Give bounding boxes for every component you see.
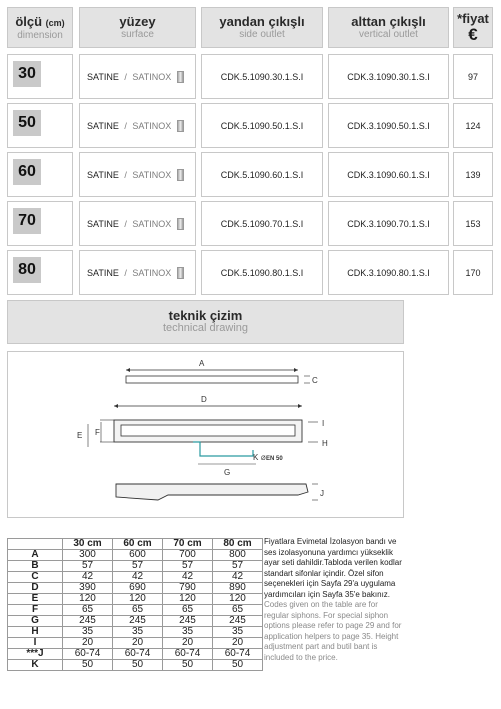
dimension-value: 42 (163, 572, 213, 583)
side-outlet-cell (201, 250, 323, 295)
surface-satinox: SATINOX (132, 71, 172, 82)
dimension-value: 35 (63, 627, 113, 638)
surface-label-en: surface (121, 29, 154, 40)
header-vertical-outlet (328, 7, 449, 48)
label-e: E (77, 431, 83, 440)
dimension-row (8, 649, 263, 660)
dimension-value: 50 (63, 660, 113, 671)
surface-text (80, 121, 171, 131)
dimension-value: 390 (63, 583, 113, 594)
dimension-table-header (8, 539, 263, 550)
header-60: 60 cm (113, 539, 163, 550)
surface-satine: SATINE (87, 71, 119, 82)
header-80: 80 cm (213, 539, 263, 550)
label-a: A (199, 359, 205, 368)
surface-separator: / (124, 169, 127, 180)
surface-satine: SATINE (87, 267, 119, 278)
side-outlet-label-en: side outlet (239, 29, 285, 40)
finish-swatch-icon (177, 71, 184, 83)
dimension-value: 245 (113, 616, 163, 627)
label-g: G (224, 468, 231, 477)
vertical-outlet-cell (328, 250, 449, 295)
surface-cell (79, 201, 196, 246)
grate-top (126, 376, 298, 383)
side-outlet-code: CDK.5.1090.60.1.S.I (220, 169, 304, 180)
label-j: J (320, 489, 324, 498)
dimension-value: 57 (163, 561, 213, 572)
dimension-row (8, 638, 263, 649)
finish-swatch-icon (177, 267, 184, 279)
header-30: 30 cm (63, 539, 113, 550)
price-cell (453, 103, 493, 148)
vertical-outlet-cell (328, 54, 449, 99)
dimension-value: 120 (113, 594, 163, 605)
surface-text (80, 72, 171, 82)
surface-separator: / (124, 71, 127, 82)
finish-swatch-icon (177, 169, 184, 181)
surface-text (80, 268, 171, 278)
header-70: 70 cm (163, 539, 213, 550)
side-outlet-cell (201, 103, 323, 148)
dimension-row (8, 594, 263, 605)
label-k-en: EN 50 (266, 456, 283, 462)
vertical-outlet-code: CDK.3.1090.50.1.S.I (347, 120, 430, 131)
dimension-value: 57 (213, 561, 263, 572)
surface-separator: / (124, 267, 127, 278)
dimension-value: 57 (113, 561, 163, 572)
surface-separator: / (124, 218, 127, 229)
header-side-outlet (201, 7, 323, 48)
header-price (453, 7, 493, 48)
dimension-value: 800 (213, 550, 263, 561)
dimension-row (8, 627, 263, 638)
label-h: H (322, 439, 328, 448)
dimension-value: 120 (163, 594, 213, 605)
dimension-value: 65 (113, 605, 163, 616)
dimension-value: 20 (213, 638, 263, 649)
dimension-label: B (8, 561, 63, 572)
vertical-outlet-code: CDK.3.1090.60.1.S.I (347, 169, 430, 180)
dimension-label: C (8, 572, 63, 583)
size-cell (7, 54, 73, 99)
vertical-outlet-cell (328, 201, 449, 246)
channel-profile (116, 484, 308, 500)
price-cell (453, 54, 493, 99)
surface-satinox: SATINOX (132, 169, 172, 180)
finish-swatch-icon (177, 218, 184, 230)
dimension-value: 890 (213, 583, 263, 594)
size-value: 30 (13, 61, 41, 87)
technical-drawing-title: teknik çizim (168, 308, 243, 323)
price-cell (453, 250, 493, 295)
dimension-unit: (cm) (45, 18, 65, 28)
label-i: I (322, 419, 325, 428)
dimension-value: 50 (113, 660, 163, 671)
dimension-value: 50 (213, 660, 263, 671)
dimension-value: 245 (63, 616, 113, 627)
vertical-outlet-cell (328, 103, 449, 148)
surface-text (80, 170, 171, 180)
label-c: C (312, 376, 318, 385)
dimension-row (8, 572, 263, 583)
dimension-label: ölçü (15, 14, 43, 29)
surface-satine: SATINE (87, 120, 119, 131)
dimension-row (8, 561, 263, 572)
dimension-value: 20 (163, 638, 213, 649)
dimension-value: 790 (163, 583, 213, 594)
dimension-value: 35 (113, 627, 163, 638)
dimension-value: 42 (113, 572, 163, 583)
side-outlet-cell (201, 201, 323, 246)
size-cell (7, 103, 73, 148)
dimension-value: 60-74 (63, 649, 113, 660)
header-dimension (7, 7, 73, 48)
label-k-diam: Ø (261, 456, 266, 462)
label-k: K (253, 453, 259, 462)
dimension-value: 42 (213, 572, 263, 583)
surface-satinox: SATINOX (132, 267, 172, 278)
vertical-outlet-label-en: vertical outlet (359, 29, 418, 40)
side-outlet-label: yandan çıkışlı (219, 14, 305, 29)
dimension-value: 120 (213, 594, 263, 605)
dimension-value: 600 (113, 550, 163, 561)
surface-cell (79, 103, 196, 148)
dimension-row (8, 605, 263, 616)
price-value: 97 (467, 71, 478, 82)
dimension-label: A (8, 550, 63, 561)
size-value: 50 (13, 110, 41, 136)
label-f: F (95, 428, 100, 437)
dimension-label-en: dimension (17, 30, 63, 41)
dimension-row (8, 583, 263, 594)
dimension-label: F (8, 605, 63, 616)
vertical-outlet-code: CDK.3.1090.70.1.S.I (347, 218, 430, 229)
price-value: 124 (465, 120, 481, 131)
dimension-value: 65 (163, 605, 213, 616)
price-value: 170 (465, 267, 481, 278)
surface-cell (79, 250, 196, 295)
surface-label: yüzey (119, 14, 156, 29)
technical-drawing-title-en: technical drawing (163, 322, 248, 334)
vertical-outlet-code: CDK.3.1090.80.1.S.I (347, 267, 430, 278)
dimension-value: 35 (163, 627, 213, 638)
size-value: 60 (13, 159, 41, 185)
price-value: 139 (465, 169, 481, 180)
price-label: *fiyat (457, 11, 489, 26)
size-cell (7, 201, 73, 246)
price-cell (453, 152, 493, 197)
side-outlet-code: CDK.5.1090.30.1.S.I (220, 71, 304, 82)
header-surface (79, 7, 196, 48)
dimension-label: E (8, 594, 63, 605)
side-outlet-code: CDK.5.1090.70.1.S.I (220, 218, 304, 229)
note-tr: Fiyatlara Evimetal İzolasyon bandı ve ses izolasyonuna yardımcı yükseklik ayar seti dahildir.Tabloda verilen kodlar standart sifonlar içindir. Özel sifon seçenekleri için Sayfa 29'a uygulama yardımcıları için Sayfa 35'e bakınız. (264, 537, 402, 599)
dimension-value: 300 (63, 550, 113, 561)
size-cell (7, 152, 73, 197)
dimension-value: 20 (113, 638, 163, 649)
size-value: 80 (13, 257, 41, 283)
dimension-value: 690 (113, 583, 163, 594)
technical-drawing (8, 352, 403, 517)
surface-cell (79, 152, 196, 197)
dimension-value: 20 (63, 638, 113, 649)
dimension-value: 120 (63, 594, 113, 605)
surface-separator: / (124, 120, 127, 131)
label-d: D (201, 395, 207, 404)
surface-cell (79, 54, 196, 99)
dimension-label: G (8, 616, 63, 627)
dimension-label: I (8, 638, 63, 649)
dimension-label: D (8, 583, 63, 594)
size-value: 70 (13, 208, 41, 234)
surface-satine: SATINE (87, 218, 119, 229)
dimension-label: H (8, 627, 63, 638)
finish-swatch-icon (177, 120, 184, 132)
surface-satinox: SATINOX (132, 218, 172, 229)
technical-drawing-frame (7, 351, 404, 518)
dimension-value: 57 (63, 561, 113, 572)
surface-satine: SATINE (87, 169, 119, 180)
dimension-value: 245 (213, 616, 263, 627)
euro-symbol: € (468, 25, 478, 44)
dimension-value: 42 (63, 572, 113, 583)
side-outlet-code: CDK.5.1090.50.1.S.I (220, 120, 304, 131)
note-en: Codes given on the table are for regular siphons. For special siphon options please refer to page 29 and for application helpers to page 35. Height adjustment part and butil bant is included to the price. (264, 600, 402, 662)
dimension-label: ***J (8, 649, 63, 660)
surface-text (80, 219, 171, 229)
dimension-value: 65 (213, 605, 263, 616)
vertical-outlet-code: CDK.3.1090.30.1.S.I (347, 71, 430, 82)
dimension-value: 700 (163, 550, 213, 561)
dimension-label: K (8, 660, 63, 671)
vertical-outlet-cell (328, 152, 449, 197)
technical-drawing-header (7, 300, 404, 344)
dimension-value: 35 (213, 627, 263, 638)
dimension-row (8, 550, 263, 561)
dimension-table (7, 538, 263, 671)
price-value: 153 (465, 218, 481, 229)
side-outlet-code: CDK.5.1090.80.1.S.I (220, 267, 304, 278)
dimension-value: 60-74 (113, 649, 163, 660)
dimension-row (8, 616, 263, 627)
outlet-pipe (193, 442, 253, 456)
price-cell (453, 201, 493, 246)
surface-satinox: SATINOX (132, 120, 172, 131)
side-outlet-cell (201, 152, 323, 197)
dimension-value: 60-74 (213, 649, 263, 660)
dimension-value: 60-74 (163, 649, 213, 660)
side-outlet-cell (201, 54, 323, 99)
notes (264, 537, 404, 663)
table-corner (8, 539, 63, 550)
dimension-row (8, 660, 263, 671)
dimension-value: 50 (163, 660, 213, 671)
dimension-value: 65 (63, 605, 113, 616)
dimension-value: 245 (163, 616, 213, 627)
size-cell (7, 250, 73, 295)
vertical-outlet-label: alttan çıkışlı (351, 14, 426, 29)
